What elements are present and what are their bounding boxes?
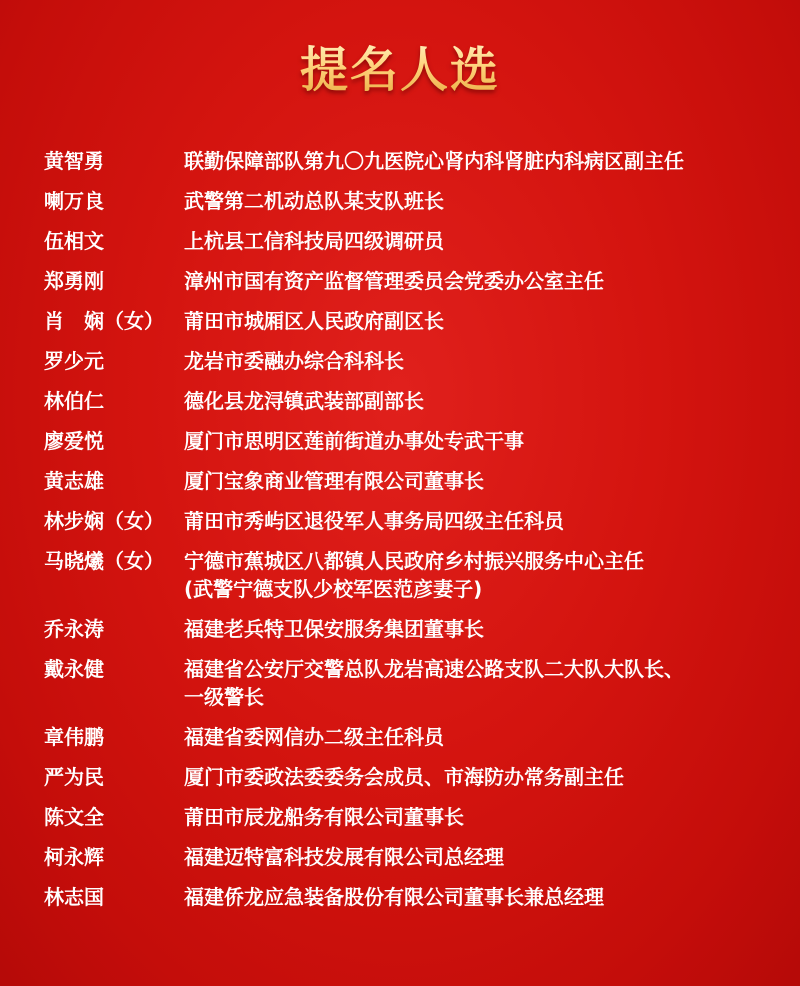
nominee-row: [0, 145, 800, 185]
nominee-position-line: 一级警长: [184, 685, 264, 709]
nominee-position: [184, 347, 784, 375]
nominee-position: [184, 763, 784, 791]
nominee-position-line: 德化县龙浔镇武装部副部长: [184, 389, 424, 413]
nominee-row: [0, 613, 800, 653]
nominee-position: [184, 723, 784, 751]
nominee-position-line: 龙岩市委融办综合科科长: [184, 349, 404, 373]
nominee-position-line: 厦门市思明区莲前街道办事处专武干事: [184, 429, 524, 453]
nominee-name: 黄志雄: [44, 469, 104, 493]
nominee-row: [0, 721, 800, 761]
nominee-position-line: 宁德市蕉城区八都镇人民政府乡村振兴服务中心主任: [184, 549, 644, 573]
nominee-position: [184, 547, 784, 603]
nominee-position-line: 漳州市国有资产监督管理委员会党委办公室主任: [184, 269, 604, 293]
nominee-position-line: 莆田市城厢区人民政府副区长: [184, 309, 444, 333]
nominee-row: [0, 225, 800, 265]
nominee-position: [184, 467, 784, 495]
nominee-position: [184, 843, 784, 871]
nominee-name: 黄智勇: [44, 149, 104, 173]
nominee-name: 林步娴（女）: [44, 509, 164, 533]
nominee-list: [0, 145, 800, 921]
nominee-position: [184, 615, 784, 643]
nominee-position-line: 上杭县工信科技局四级调研员: [184, 229, 444, 253]
nominee-row: [0, 305, 800, 345]
nominee-row: [0, 761, 800, 801]
nominee-position-line: 厦门市委政法委委务会成员、市海防办常务副主任: [184, 765, 624, 789]
nominee-name: 林志国: [44, 885, 104, 909]
nominee-row: [0, 185, 800, 225]
nominee-row: [0, 265, 800, 305]
nominee-position: [184, 655, 784, 711]
nominee-position: [184, 427, 784, 455]
nominee-position-line: 联勤保障部队第九〇九医院心肾内科肾脏内科病区副主任: [184, 149, 684, 173]
nominee-name: 肖 娴（女）: [44, 309, 164, 333]
nominee-position: [184, 227, 784, 255]
nominee-position-line: 莆田市秀屿区退役军人事务局四级主任科员: [184, 509, 564, 533]
nominee-position: [184, 387, 784, 415]
nominee-position: [184, 883, 784, 911]
nominee-name: 柯永辉: [44, 845, 104, 869]
nominee-position-line: 福建省委网信办二级主任科员: [184, 725, 444, 749]
nominee-row: [0, 545, 800, 613]
nominee-position-line: 莆田市辰龙船务有限公司董事长: [184, 805, 464, 829]
nominee-position-line: 福建侨龙应急装备股份有限公司董事长兼总经理: [184, 885, 604, 909]
nominee-name: 严为民: [44, 765, 104, 789]
nominee-position-line: 福建老兵特卫保安服务集团董事长: [184, 617, 484, 641]
nominee-name: 郑勇刚: [44, 269, 104, 293]
nominee-name: 陈文全: [44, 805, 104, 829]
nominee-row: [0, 841, 800, 881]
nominee-row: [0, 385, 800, 425]
nominee-position-line: 厦门宝象商业管理有限公司董事长: [184, 469, 484, 493]
nominee-position: [184, 147, 784, 175]
nominee-name: 林伯仁: [44, 389, 104, 413]
nominee-row: [0, 425, 800, 465]
nominee-position: [184, 187, 784, 215]
nominee-name: 廖爱悦: [44, 429, 104, 453]
nominee-name: 乔永涛: [44, 617, 104, 641]
nominee-name: 喇万良: [44, 189, 104, 213]
nominee-row: [0, 881, 800, 921]
nominee-row: [0, 465, 800, 505]
nominee-name: 罗少元: [44, 349, 104, 373]
nominee-position: [184, 803, 784, 831]
nominee-name: 章伟鹏: [44, 725, 104, 749]
nominee-position: [184, 507, 784, 535]
nominee-row: [0, 505, 800, 545]
nominee-position: [184, 267, 784, 295]
nominee-row: [0, 653, 800, 721]
nominee-position-line: 武警第二机动总队某支队班长: [184, 189, 444, 213]
page-title: 提名人选: [0, 38, 800, 102]
nominee-name: 伍相文: [44, 229, 104, 253]
nominee-position-line: 福建迈特富科技发展有限公司总经理: [184, 845, 504, 869]
nominee-position-line: 福建省公安厅交警总队龙岩高速公路支队二大队大队长、: [184, 657, 684, 681]
nominee-name: 马晓爔（女）: [44, 549, 164, 573]
nominee-position-line: (武警宁德支队少校军医范彦妻子): [184, 577, 483, 601]
nominee-name: 戴永健: [44, 657, 104, 681]
nominee-row: [0, 345, 800, 385]
nominee-row: [0, 801, 800, 841]
nominee-position: [184, 307, 784, 335]
